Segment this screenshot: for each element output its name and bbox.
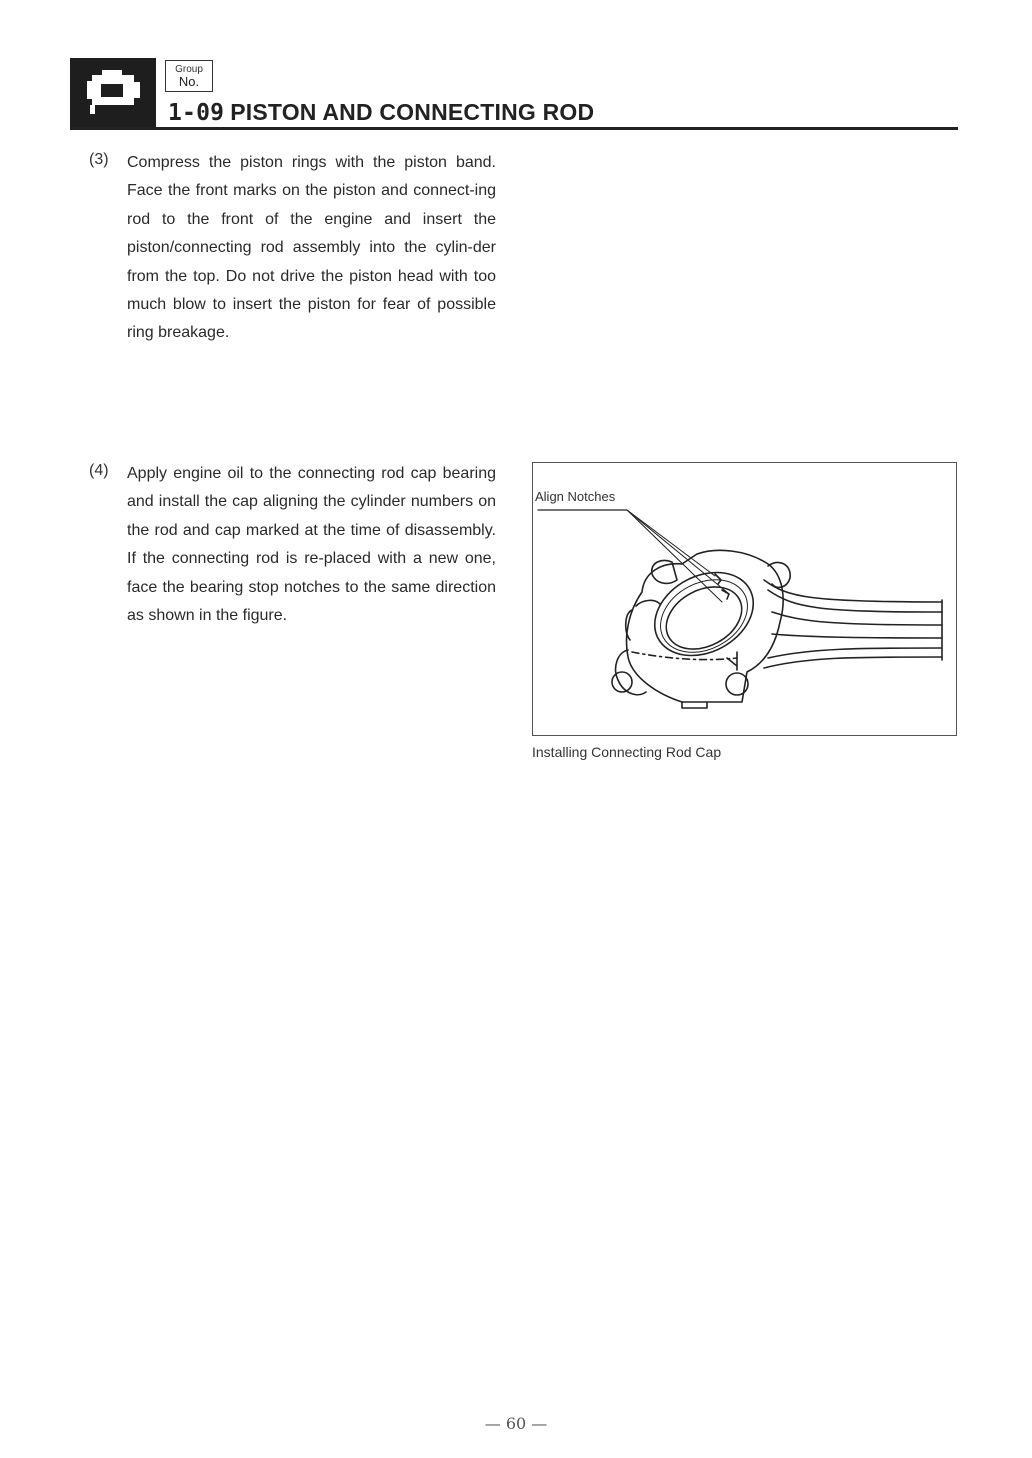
group-number-box (165, 60, 213, 92)
section-code: 1-09 (168, 100, 225, 126)
step-text: Compress the piston rings with the piston band. Face the front marks on the piston and connect-ing rod to the front of the engine and insert the piston/connecting rod assembly into the cylin-der from the top. Do not drive the piston head with too much blow to insert the piston for fear of possible ring breakage. (127, 154, 496, 342)
engine-icon (70, 58, 156, 128)
page-number: — 60 — (484, 1414, 548, 1433)
callout-align-notches: Align Notches (535, 489, 616, 504)
step-number: (3) (89, 151, 109, 168)
group-label: Group (175, 64, 203, 75)
group-no-label: No. (178, 74, 200, 89)
step-text: Apply engine oil to the connecting rod cap bearing and install the cap aligning the cylinder numbers on the rod and cap marked at the time of disassembly. If the connecting rod is re-placed with a new one, face the bearing stop notches to the same direction as shown in the figure. (127, 465, 496, 625)
page-title (168, 99, 594, 126)
step-number: (4) (89, 462, 109, 479)
section-title: PISTON AND CONNECTING ROD (230, 99, 595, 125)
header-rule (70, 127, 958, 130)
figure-caption: Installing Connecting Rod Cap (532, 744, 722, 760)
